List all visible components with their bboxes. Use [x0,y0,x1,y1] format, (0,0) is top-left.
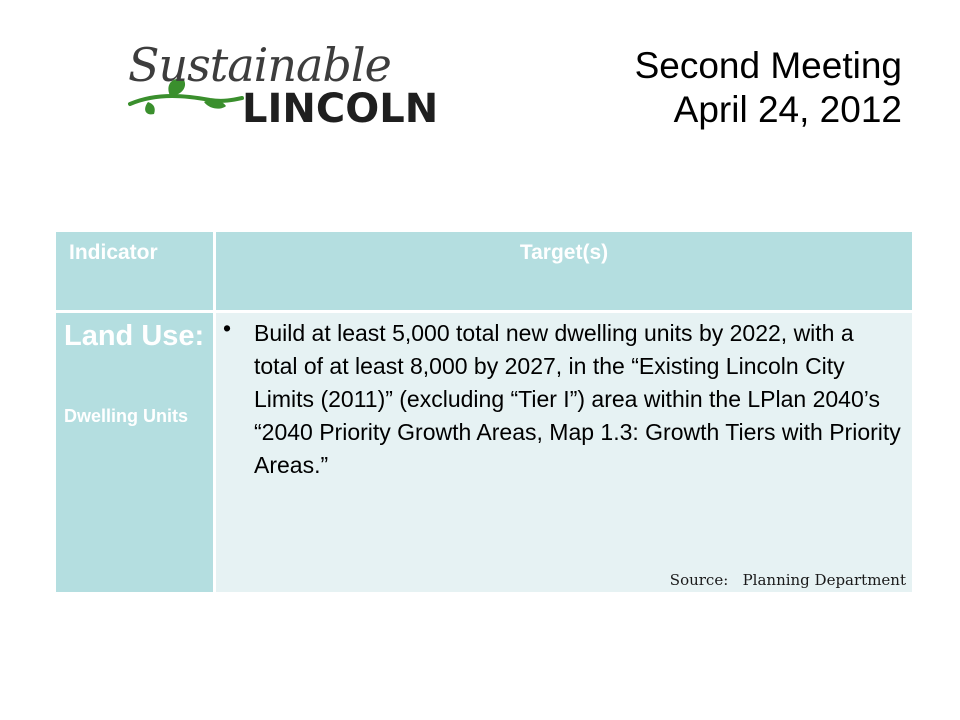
indicator-sub: Dwelling Units [64,406,189,426]
logo-script-text: Sustainable [128,38,391,92]
source-note: Source: Planning Department [669,571,906,589]
indicator-main: Land Use: [64,320,205,352]
logo-word-text: LINCOLN [242,86,439,132]
sustainable-lincoln-logo [118,30,439,132]
bullet-icon: • [223,315,232,341]
indicator-cell [56,313,213,592]
indicator-table [56,232,912,592]
target-cell [216,313,912,592]
header-indicator-label: Indicator [69,241,158,264]
header-targets-label: Target(s) [519,241,609,264]
meeting-title [635,44,902,132]
target-text: Build at least 5,000 total new dwelling units by 2022, with a total of at least 8,000 by 2027, in the “Existing Lincoln City Limits (2011)” (excluding “Tier I”) area within the LPlan 2040’s “2040 Priority Growth Areas, Map 1.3: Growth Tiers with Priority Areas.” [254,320,901,478]
header-cell-indicator [56,232,213,310]
header-cell-targets [216,232,912,310]
meeting-date: April 24, 2012 [673,89,902,130]
meeting-name: Second Meeting [634,45,902,86]
